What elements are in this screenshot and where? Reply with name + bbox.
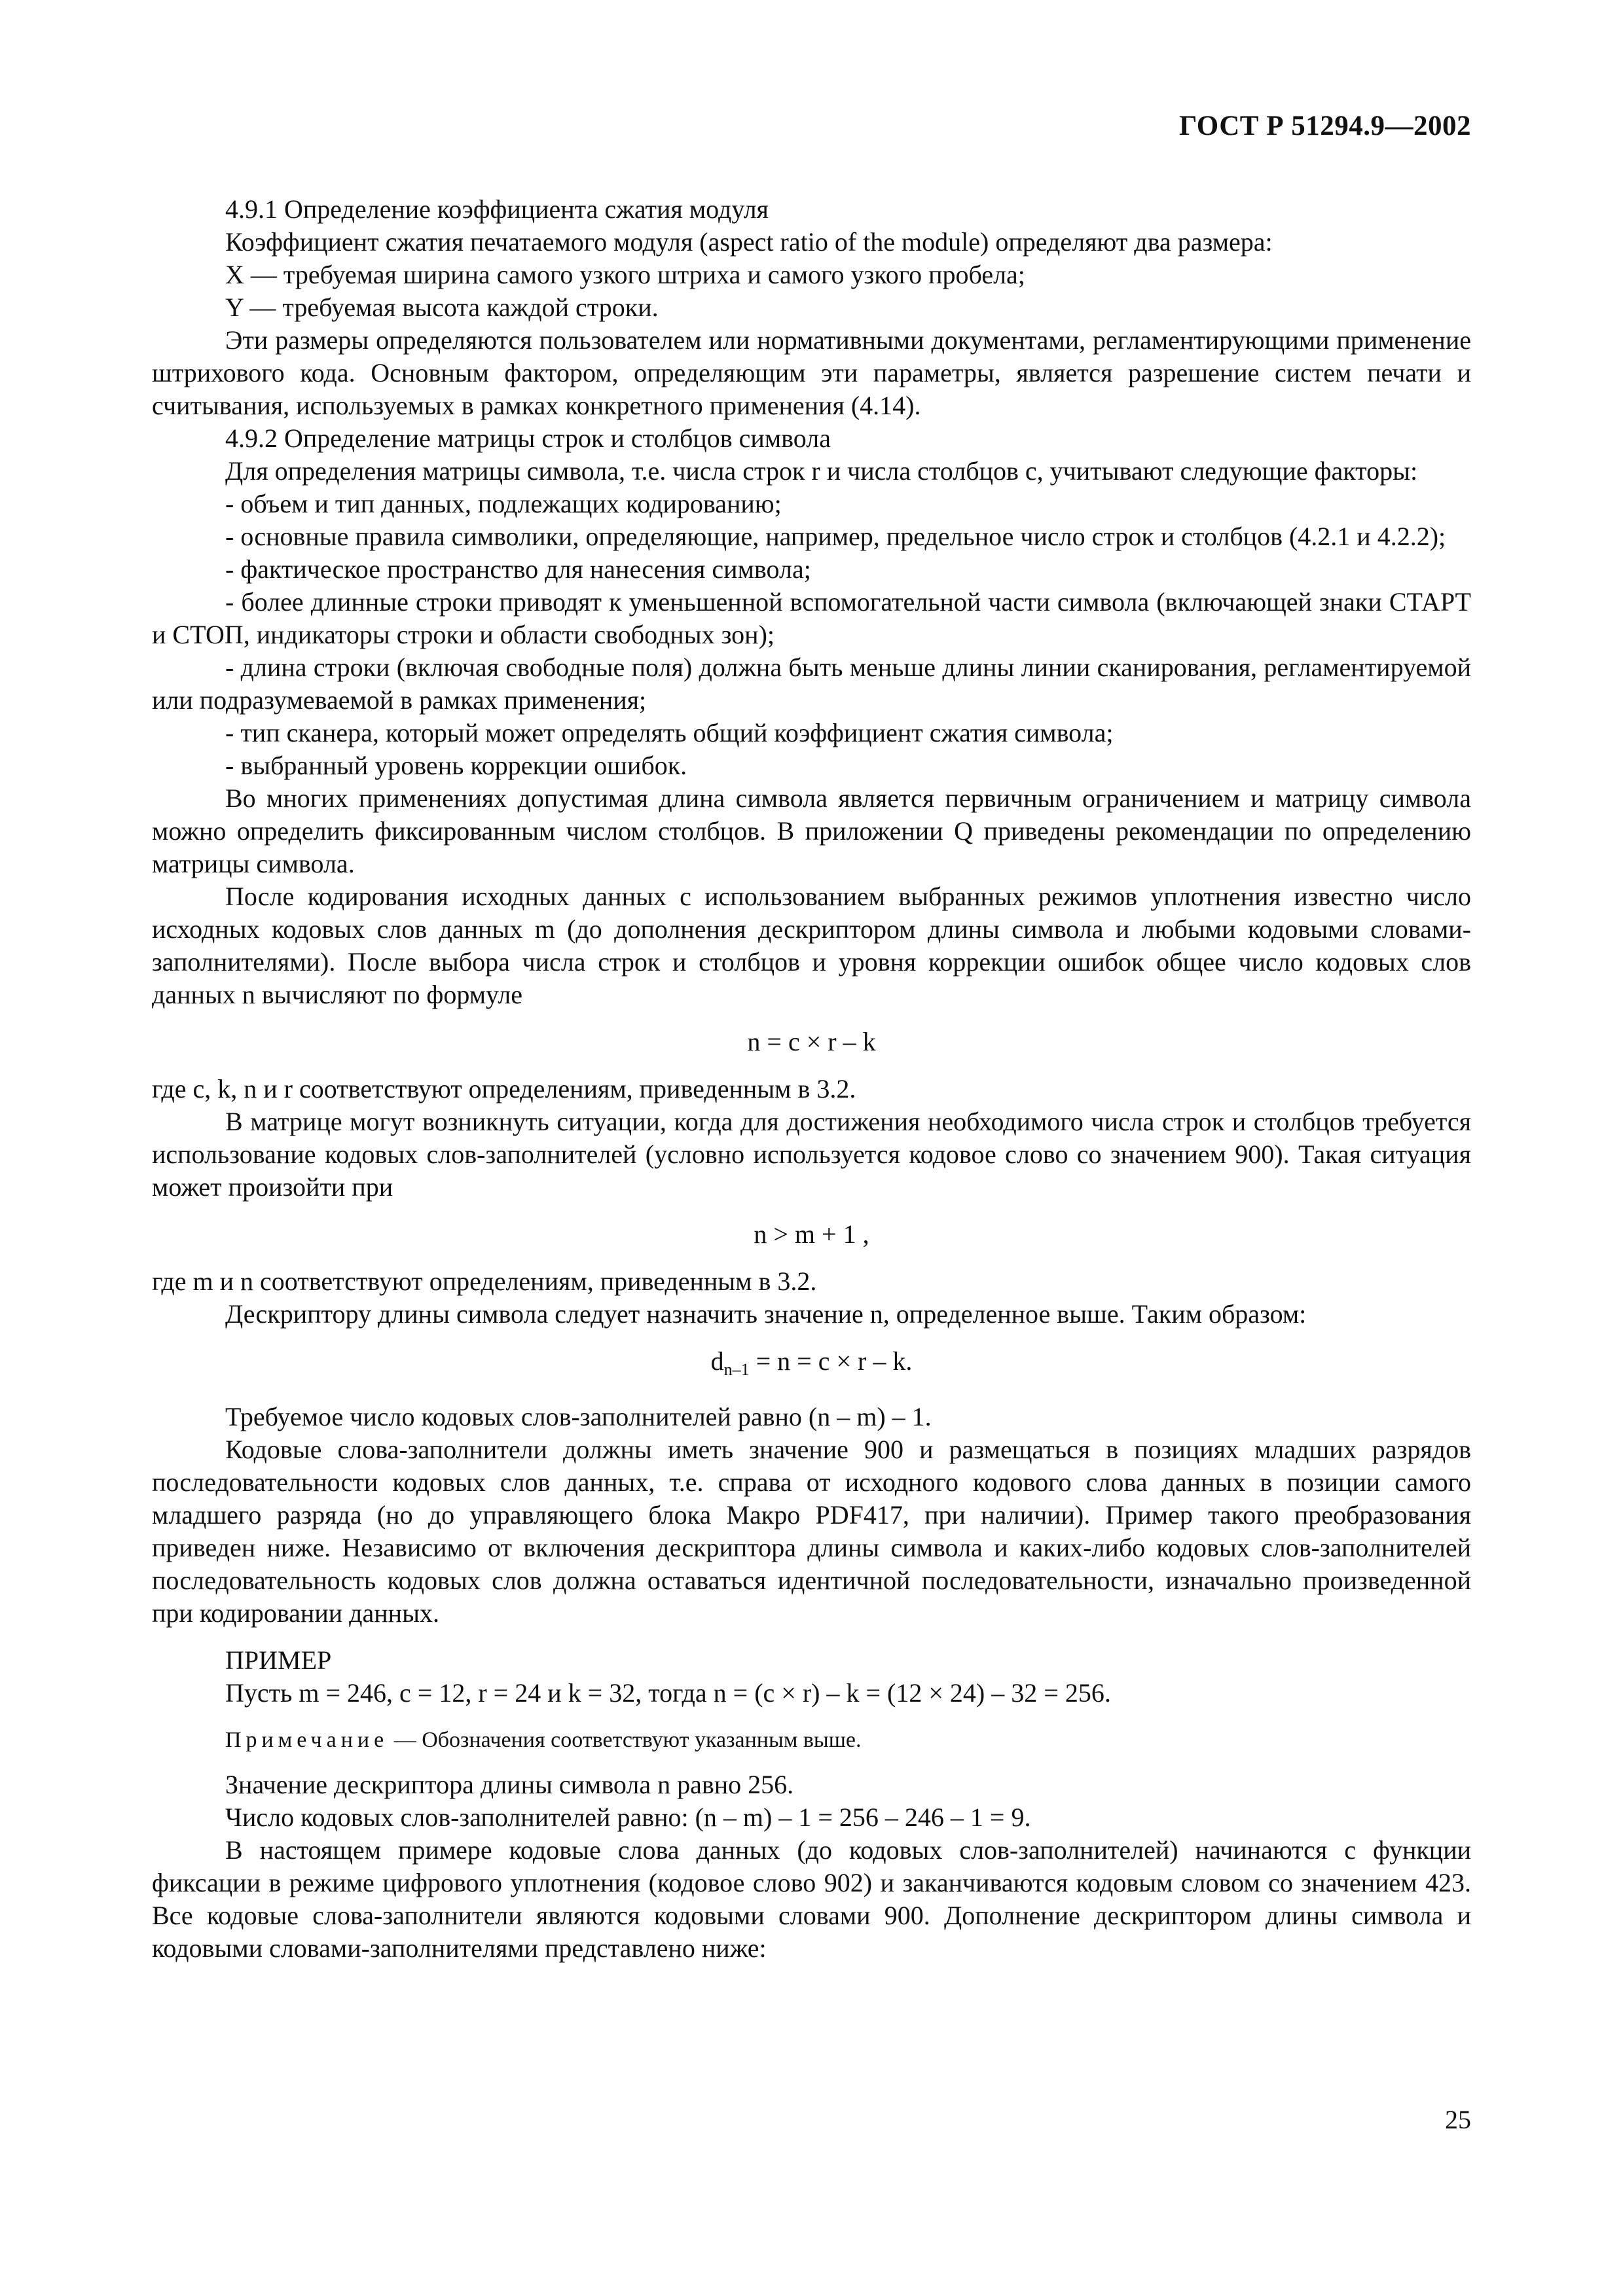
page-body bbox=[152, 193, 1471, 1965]
list-item: - основные правила символики, определяющие, например, предельное число строк и столбцов (4.2.1 и 4.2.2); bbox=[225, 522, 1446, 551]
formula-descriptor bbox=[152, 1345, 1471, 1386]
paragraph: Эти размеры определяются пользователем или нормативными документами, регламентирующими применение штрихового кода. Основным фактором, определяющим эти параметры, является разрешение систем печати и считывания, используемых в рамках конкретного применения (4.14). bbox=[152, 325, 1471, 420]
formula-var-d: d bbox=[710, 1346, 724, 1376]
paragraph: В настоящем примере кодовые слова данных (до кодовых слов-заполнителей) начинаются с функции фиксации в режиме цифрового уплотнения (кодовое слово 902) и заканчиваются кодовым словом со значением 423. Все кодовые слова-заполнители являются кодовыми словами 900. Дополнение дескриптором длины символа и кодовыми словами-заполнителями представлено ниже: bbox=[152, 1835, 1471, 1963]
paragraph: Во многих применениях допустимая длина символа является первичным ограничением и матрицу символа можно определить фиксированным числом столбцов. В приложении Q приведены рекомендации по определению матрицы символа. bbox=[152, 783, 1471, 878]
paragraph: Дескриптору длины символа следует назначить значение n, определенное выше. Таким образом: bbox=[225, 1299, 1307, 1329]
formula-condition: n > m + 1 , bbox=[754, 1219, 869, 1249]
page-number: 25 bbox=[1445, 2105, 1471, 2134]
paragraph: Требуемое число кодовых слов-заполнителей равно (n – m) – 1. bbox=[225, 1402, 932, 1431]
note-label: Примечание bbox=[225, 1728, 389, 1752]
list-item: - тип сканера, который может определять общий коэффициент сжатия символа; bbox=[225, 718, 1114, 747]
list-item: - более длинные строки приводят к уменьшенной вспомогательной части символа (включающей знаки СТАРТ и СТОП, индикаторы строки и области свободных зон); bbox=[152, 587, 1471, 649]
standard-number: ГОСТ Р 51294.9—2002 bbox=[1178, 111, 1471, 141]
note-text: — Обозначения соответствуют указанным выше. bbox=[388, 1728, 862, 1752]
formula-subscript: n–1 bbox=[723, 1360, 750, 1379]
paragraph: Кодовые слова-заполнители должны иметь значение 900 и размещаться в позициях младших разрядов последовательности кодовых слов данных, т.е. справа от исходного кодового слова данных в позиции самого младшего разряда (но до управляющего блока Макро PDF417, при наличии). Пример такого преобразования приведен ниже. Независимо от включения дескриптора длины символа и каких-либо кодовых слов-заполнителей последовательность кодовых слов должна оставаться идентичной последовательности, изначально произведенной при кодировании данных. bbox=[152, 1435, 1471, 1628]
formula-n: n = c × r – k bbox=[747, 1027, 876, 1056]
paragraph: После кодирования исходных данных с использованием выбранных режимов уплотнения известно число исходных кодовых слов данных m (до дополнения дескриптором длины символа и любыми кодовыми словами-заполнителями). После выбора числа строк и столбцов и уровня коррекции ошибок общее число кодовых слов данных n вычисляют по формуле bbox=[152, 882, 1471, 1009]
example-text: Пусть m = 246, c = 12, r = 24 и k = 32, тогда n = (c × r) – k = (12 × 24) – 32 = 256. bbox=[225, 1678, 1111, 1708]
definition-x: X — требуемая ширина самого узкого штриха и самого узкого пробела; bbox=[225, 260, 1025, 289]
example-heading: ПРИМЕР bbox=[225, 1645, 332, 1675]
paragraph: В матрице могут возникнуть ситуации, когда для достижения необходимого числа строк и столбцов требуется использование кодовых слов-заполнителей (условно используется кодовое слово со значением 900). Такая ситуация может произойти при bbox=[152, 1107, 1471, 1202]
list-item: - длина строки (включая свободные поля) должна быть меньше длины линии сканирования, регламентируемой или подразумеваемой в рамках применения; bbox=[152, 653, 1471, 715]
formula-explanation: где c, k, n и r соответствуют определениям, приведенным в 3.2. bbox=[152, 1074, 856, 1103]
list-item: - выбранный уровень коррекции ошибок. bbox=[225, 751, 687, 780]
definition-y: Y — требуемая высота каждой строки. bbox=[225, 293, 659, 322]
list-item: - объем и тип данных, подлежащих кодированию; bbox=[225, 489, 782, 518]
section-heading-4-9-2: 4.9.2 Определение матрицы строк и столбцов символа bbox=[225, 423, 831, 453]
formula-explanation: где m и n соответствуют определениям, приведенным в 3.2. bbox=[152, 1266, 817, 1296]
section-heading-4-9-1: 4.9.1 Определение коэффициента сжатия модуля bbox=[225, 194, 769, 224]
paragraph: Коэффициент сжатия печатаемого модуля (aspect ratio of the module) определяют два размера: bbox=[225, 227, 1273, 257]
note bbox=[152, 1724, 1471, 1757]
list-item: - фактическое пространство для нанесения символа; bbox=[225, 554, 811, 584]
paragraph: Для определения матрицы символа, т.е. числа строк r и числа столбцов с, учитывают следующие факторы: bbox=[225, 456, 1418, 486]
paragraph: Число кодовых слов-заполнителей равно: (n – m) – 1 = 256 – 246 – 1 = 9. bbox=[225, 1803, 1031, 1832]
paragraph: Значение дескриптора длины символа n равно 256. bbox=[225, 1770, 794, 1799]
formula-rest: = n = c × r – k. bbox=[749, 1346, 913, 1376]
